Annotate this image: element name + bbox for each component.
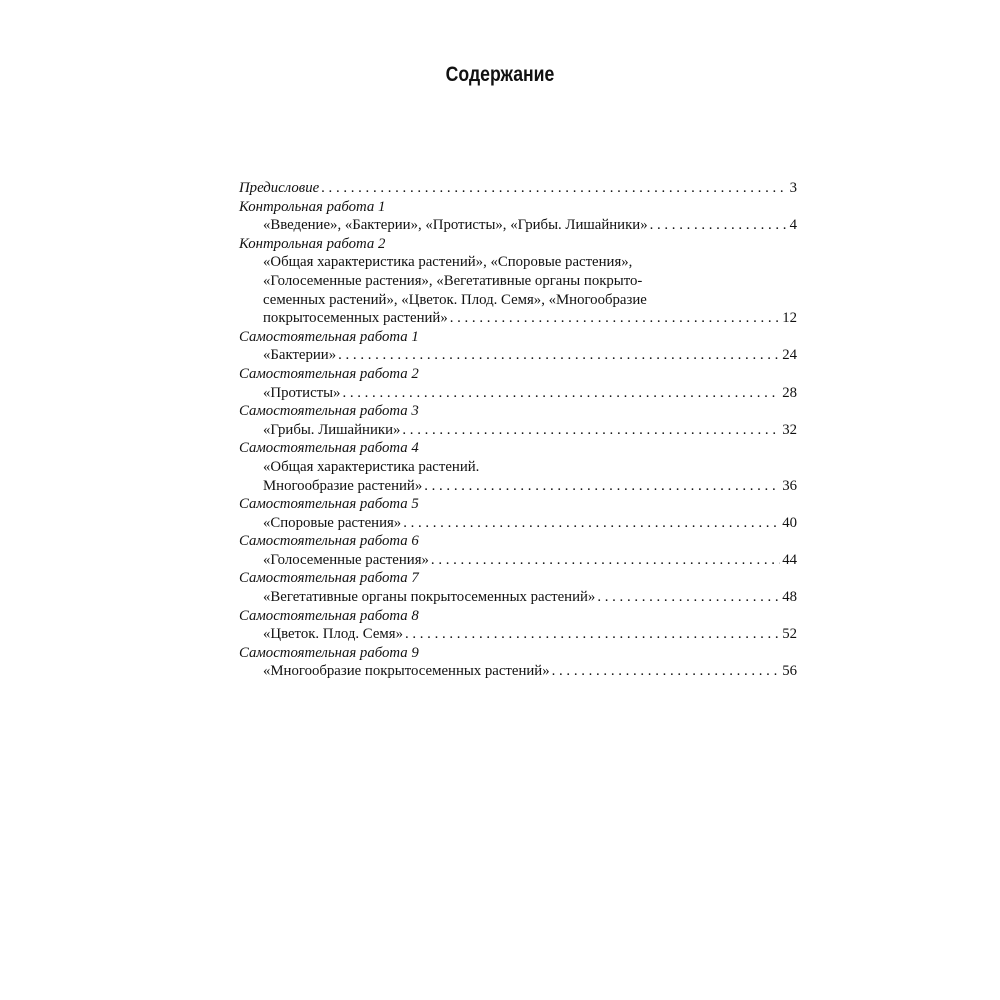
toc-entry-heading: Самостоятельная работа 8 [239,607,419,624]
toc-page-number: 3 [789,180,797,196]
dot-leader [338,346,780,365]
toc-entry-control-1 [239,198,797,235]
toc-entry-heading: Самостоятельная работа 6 [239,533,419,550]
dot-leader [405,625,780,644]
toc-entry-preface [239,179,797,198]
dot-leader [450,309,780,328]
toc-entry-heading: Контрольная работа 2 [239,235,386,252]
toc-entry-self-3 [239,402,797,439]
toc-entry-heading: Самостоятельная работа 9 [239,644,419,661]
toc-entry-title: «Введение», «Бактерии», «Протисты», «Грибы. Лишайники» [263,217,648,234]
toc-entry-heading: Самостоятельная работа 1 [239,328,419,345]
toc-entry-heading: Самостоятельная работа 4 [239,440,419,457]
dot-leader [402,421,780,440]
toc-entry-self-1 [239,328,797,365]
toc-page-number: 28 [782,384,797,401]
toc-entry-self-5 [239,495,797,532]
toc-entry-title: «Цветок. Плод. Семя» [263,626,403,643]
dot-leader [650,216,788,235]
toc-entry-title-line: «Голосеменные растения», «Вегетативные органы покрыто- [263,272,643,289]
toc-entry-heading: Самостоятельная работа 3 [239,403,419,420]
toc-page-number: 12 [782,310,797,327]
toc-entry-title-line: семенных растений», «Цветок. Плод. Семя», «Многообразие [263,291,647,308]
dot-leader [597,588,780,607]
toc-entry-self-7 [239,569,797,606]
toc-page-number: 48 [782,589,797,606]
toc-entry-title: «Голосеменные растения» [263,551,429,568]
toc-page-number: 52 [782,626,797,643]
toc-entry-self-2 [239,365,797,402]
toc-page-number: 40 [782,514,797,531]
dot-leader [431,551,780,570]
toc-entry-title: «Многообразие покрытосеменных растений» [263,663,550,680]
toc-entry-self-9 [239,644,797,681]
toc-entry-title: «Споровые растения» [263,514,402,531]
toc-page-number: 24 [782,347,797,364]
toc-entry-title: «Грибы. Лишайники» [263,421,401,438]
toc-entry-self-6 [239,532,797,569]
toc-entry-title-line: «Общая характеристика растений. [263,458,480,475]
toc-page-number: 56 [782,663,797,680]
toc-entry-title: «Бактерии» [263,347,337,364]
toc-page-number: 44 [782,551,797,568]
toc-entry-self-8 [239,607,797,644]
toc-entry-heading: Самостоятельная работа 2 [239,365,419,382]
toc-entry-heading: Самостоятельная работа 5 [239,496,419,513]
toc-entry-label: Предисловие [239,180,320,196]
dot-leader [552,662,781,681]
toc-entry-control-2 [239,235,797,328]
toc-entry-title-line: «Общая характеристика растений», «Споровые растения», [263,254,633,271]
toc-entry-title: покрытосеменных растений» [263,310,448,327]
toc-page-number: 4 [789,217,797,234]
toc-page-number: 32 [782,421,797,438]
toc-page-number: 36 [782,477,797,494]
dot-leader [321,179,787,198]
toc-entry-heading: Самостоятельная работа 7 [239,570,419,587]
toc-entry-self-4 [239,439,797,495]
toc-entry-title: Многообразие растений» [263,477,423,494]
dot-leader [403,514,780,533]
toc-entry-heading: Контрольная работа 1 [239,198,386,215]
table-of-contents [239,179,797,681]
dot-leader [424,477,780,496]
toc-entry-title: «Вегетативные органы покрытосеменных растений» [263,589,596,606]
toc-entry-title: «Протисты» [263,384,341,401]
page-title: Содержание [445,63,555,86]
dot-leader [342,384,780,403]
